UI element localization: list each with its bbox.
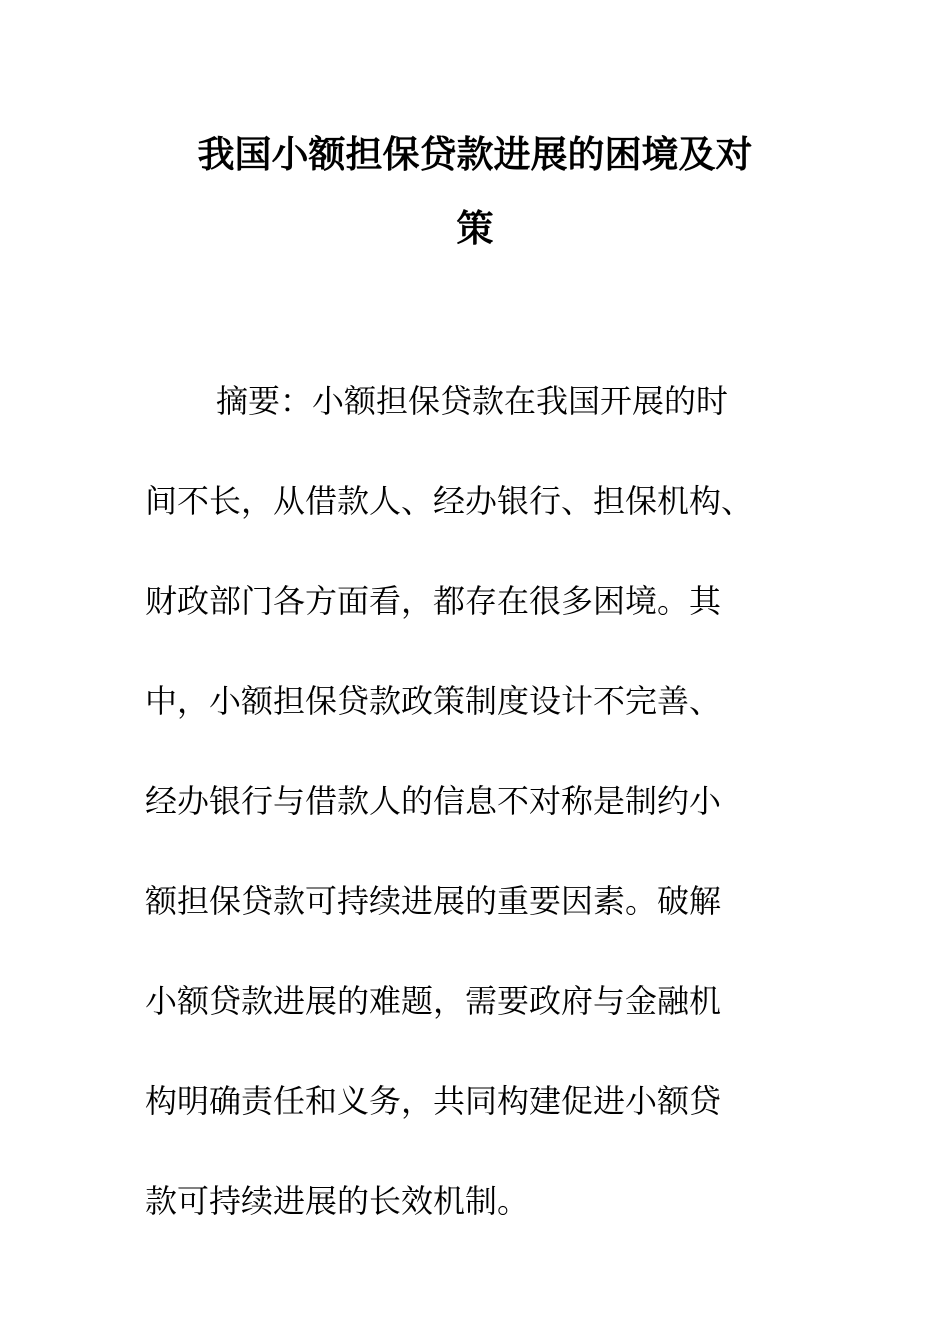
title-line-2: 策 [456, 206, 494, 250]
abstract-line-7: 小额贷款进展的难题，需要政府与金融机 [145, 982, 722, 1020]
abstract-line-6: 额担保贷款可持续进展的重要因素。破解 [145, 882, 722, 920]
abstract-paragraph [145, 366, 805, 1266]
abstract-line-3: 财政部门各方面看，都存在很多困境。其 [145, 582, 722, 620]
abstract-line-9: 款可持续进展的长效机制。 [145, 1182, 530, 1220]
abstract-line-4: 中，小额担保贷款政策制度设计不完善、 [145, 682, 722, 720]
abstract-line-5: 经办银行与借款人的信息不对称是制约小 [145, 782, 722, 820]
document-title [120, 117, 830, 265]
abstract-line-2: 间不长，从借款人、经办银行、担保机构、 [145, 482, 754, 520]
abstract-line-8: 构明确责任和义务，共同构建促进小额贷 [145, 1082, 722, 1120]
abstract-line-1: 摘要：小额担保贷款在我国开展的时 [216, 382, 729, 420]
title-line-1: 我国小额担保贷款进展的困境及对 [197, 132, 753, 176]
